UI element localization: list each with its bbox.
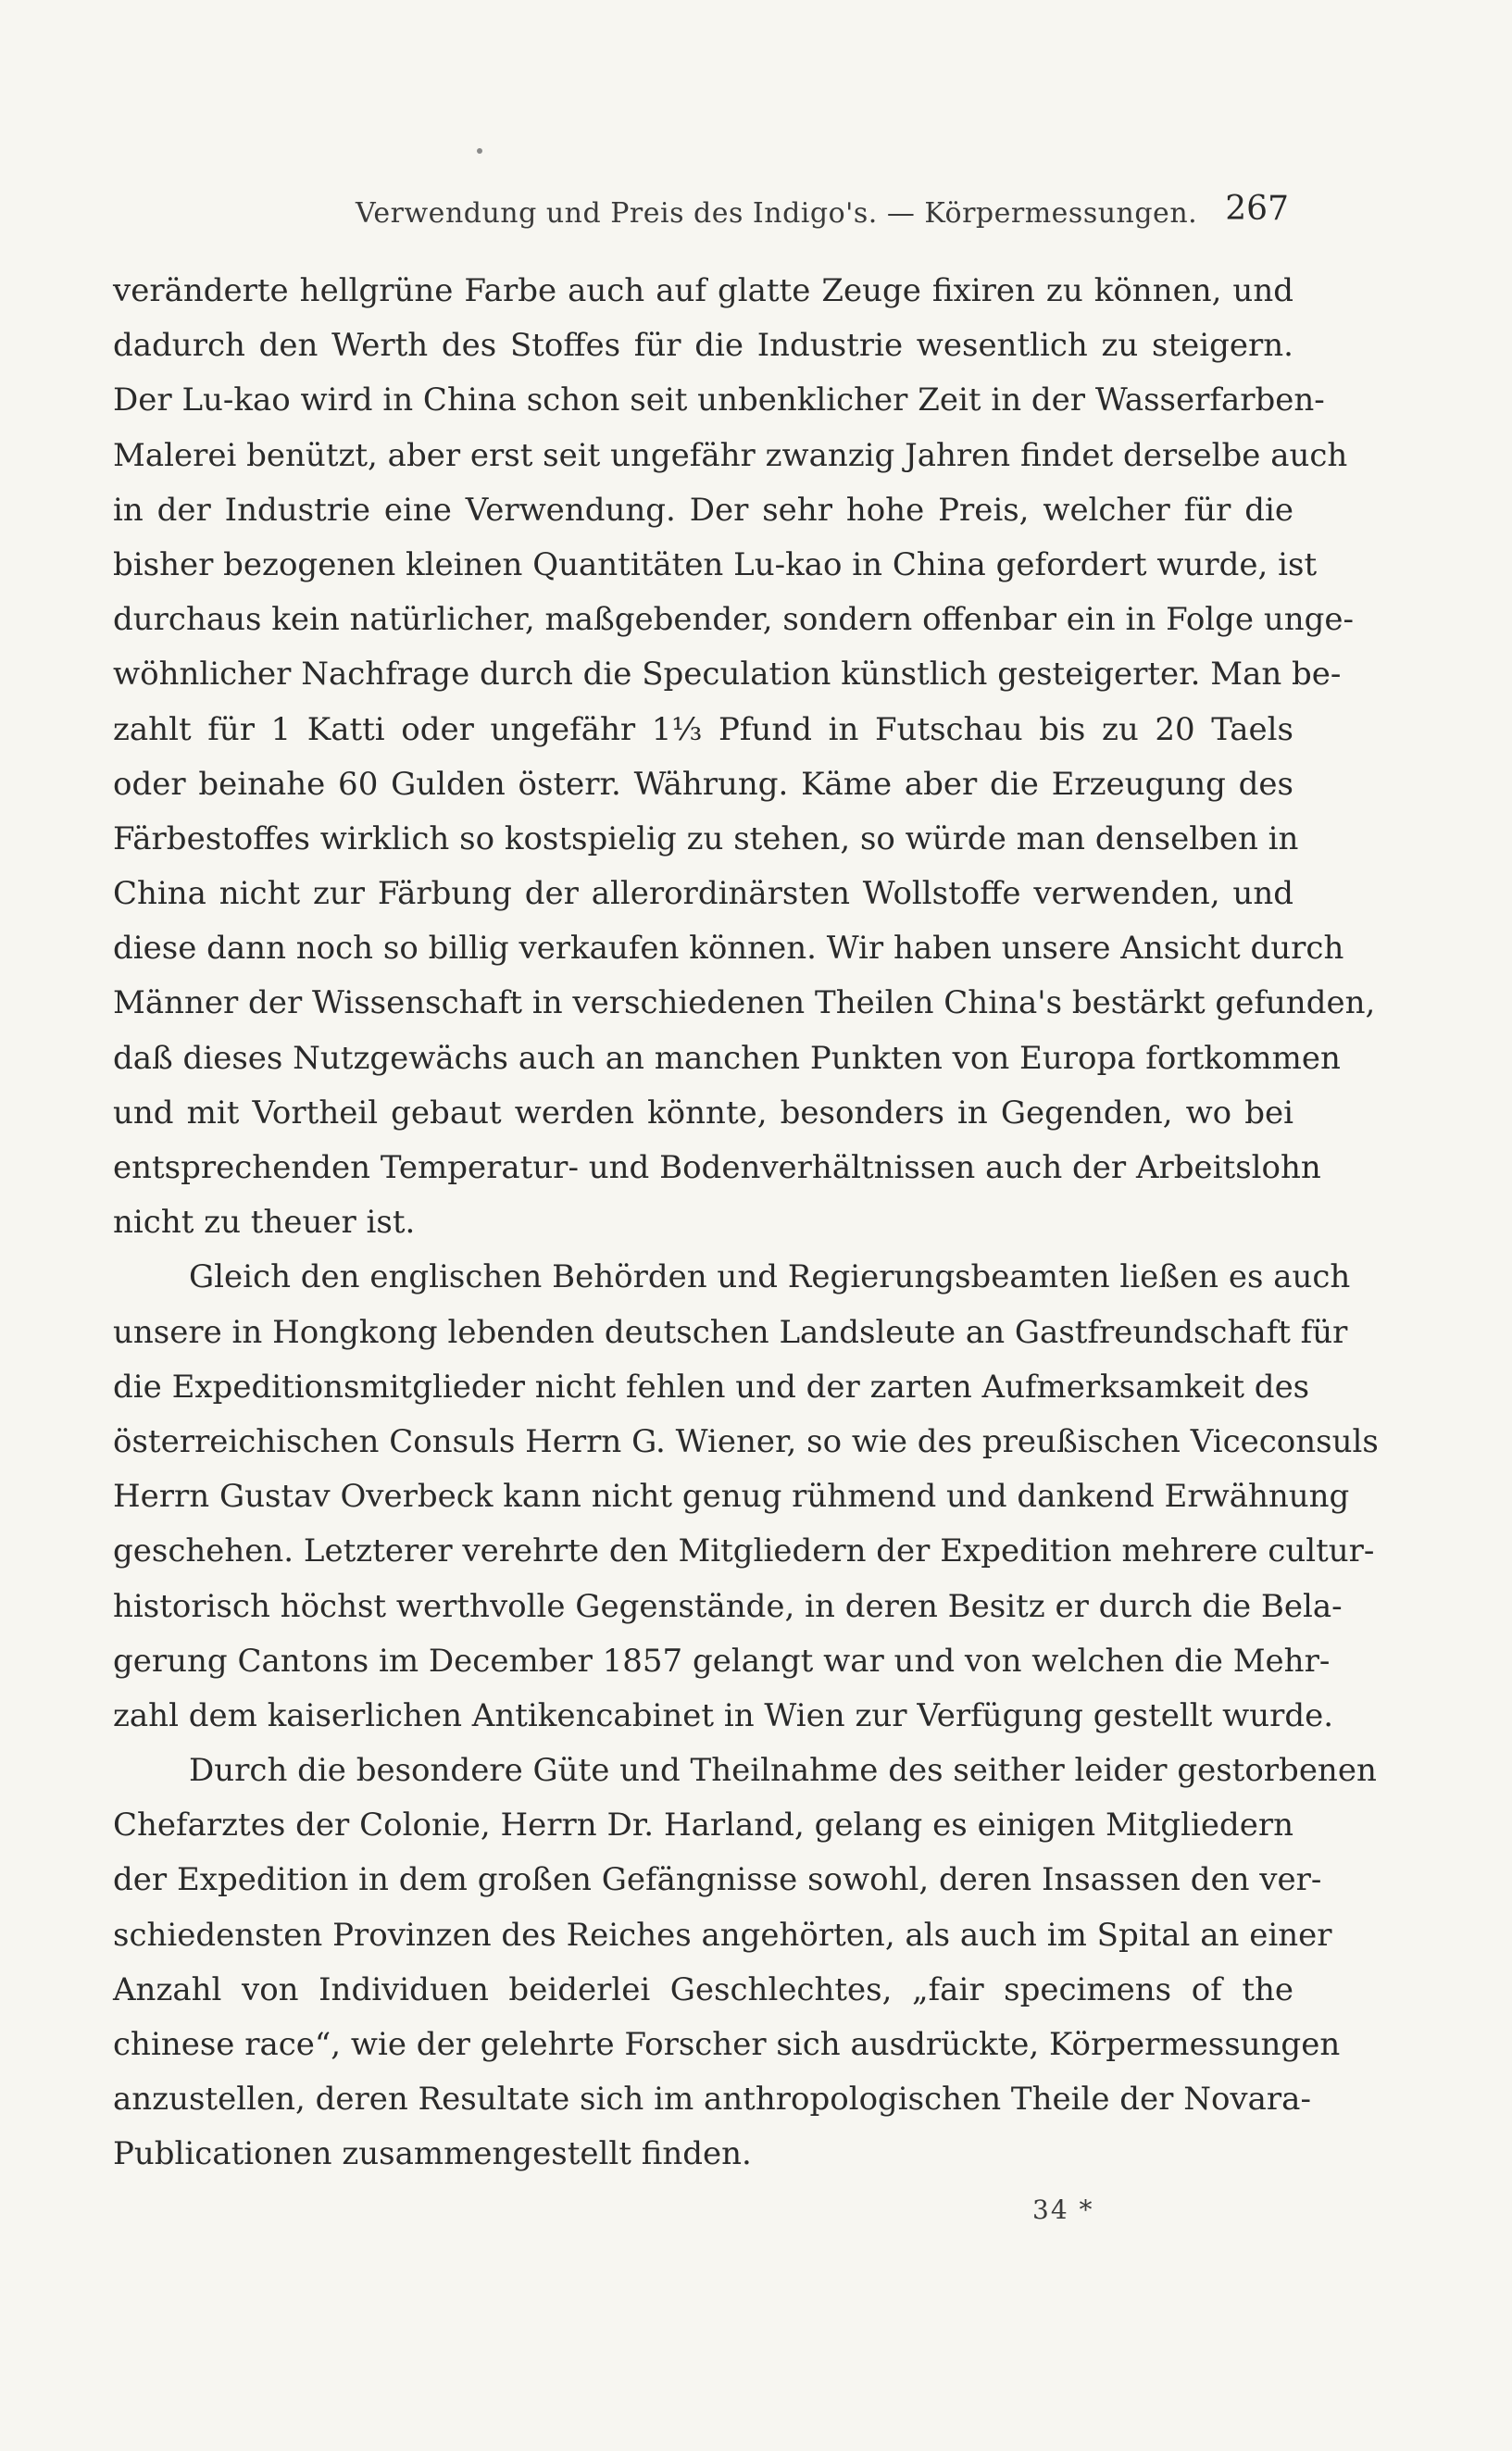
text-line: Anzahl von Individuen beiderlei Geschlechtes, „fair specimens of the bbox=[113, 1970, 1293, 2008]
text-line: der Expedition in dem großen Gefängnisse sowohl, deren Insassen den ver- bbox=[113, 1861, 1322, 1899]
text-line: Herrn Gustav Overbeck kann nicht genug rühmend und dankend Erwähnung bbox=[113, 1478, 1350, 1516]
text-line: in der Industrie eine Verwendung. Der sehr hohe Preis, welcher für die bbox=[113, 491, 1293, 529]
text-line: historisch höchst werthvolle Gegenstände, in deren Besitz er durch die Bela- bbox=[113, 1587, 1343, 1625]
text-line: österreichischen Consuls Herrn G. Wiener, so wie des preußischen Viceconsuls bbox=[113, 1422, 1379, 1460]
text-line: und mit Vortheil gebaut werden könnte, besonders in Gegenden, wo bei bbox=[113, 1094, 1293, 1132]
running-head bbox=[113, 190, 1289, 245]
text-line: anzustellen, deren Resultate sich im anthropologischen Theile der Novara- bbox=[113, 2081, 1311, 2119]
text-line: wöhnlicher Nachfrage durch die Speculation künstlich gesteigerter. Man be- bbox=[113, 656, 1342, 694]
text-line: Männer der Wissenschaft in verschiedenen Theilen China's bestärkt gefunden, bbox=[113, 984, 1376, 1022]
text-line: Chefarztes der Colonie, Herrn Dr. Harland, gelang es einigen Mitgliedern bbox=[113, 1807, 1293, 1845]
text-line: gerung Cantons im December 1857 gelangt war und von welchen die Mehr- bbox=[113, 1642, 1331, 1680]
body-text bbox=[113, 264, 1379, 2182]
text-line: nicht zu theuer ist. bbox=[113, 1204, 416, 1242]
page-number: 267 bbox=[1225, 190, 1289, 228]
text-line: chinese race“, wie der gelehrte Forscher sich ausdrückte, Körpermessungen bbox=[113, 2026, 1341, 2063]
text-line: die Expeditionsmitglieder nicht fehlen und der zarten Aufmerksamkeit des bbox=[113, 1368, 1310, 1406]
text-line: diese dann noch so billig verkaufen können. Wir haben unsere Ansicht durch bbox=[113, 930, 1344, 968]
signature-mark: 34 * bbox=[1032, 2195, 1094, 2225]
text-line: Gleich den englischen Behörden und Regierungsbeamten ließen es auch bbox=[189, 1258, 1351, 1296]
text-line: veränderte hellgrüne Farbe auch auf glatte Zeuge fixiren zu können, und bbox=[113, 272, 1293, 309]
text-line: zahlt für 1 Katti oder ungefähr 1⅓ Pfund in Futschau bis zu 20 Taels bbox=[113, 710, 1293, 748]
text-line: durchaus kein natürlicher, maßgebender, sondern offenbar ein in Folge unge- bbox=[113, 601, 1355, 639]
text-line: Durch die besondere Güte und Theilnahme des seither leider gestorbenen bbox=[189, 1752, 1377, 1790]
ink-dot-mark bbox=[477, 148, 482, 154]
text-line: Färbestoffes wirklich so kostspielig zu stehen, so würde man denselben in bbox=[113, 819, 1299, 857]
text-line: bisher bezogenen kleinen Quantitäten Lu-kao in China gefordert wurde, ist bbox=[113, 545, 1318, 583]
text-line: oder beinahe 60 Gulden österr. Währung. Käme aber die Erzeugung des bbox=[113, 765, 1293, 803]
running-title: Verwendung und Preis des Indigo's. — Körpermessungen. bbox=[356, 197, 1198, 230]
text-line: Publicationen zusammengestellt finden. bbox=[113, 2135, 752, 2173]
text-line: Malerei benützt, aber erst seit ungefähr zwanzig Jahren findet derselbe auch bbox=[113, 436, 1348, 474]
text-line: entsprechenden Temperatur- und Bodenverhältnissen auch der Arbeitslohn bbox=[113, 1149, 1321, 1186]
text-line: schiedensten Provinzen des Reiches angehörten, als auch im Spital an einer bbox=[113, 1916, 1332, 1954]
text-line: geschehen. Letzterer verehrte den Mitgliedern der Expedition mehrere cultur- bbox=[113, 1532, 1375, 1570]
text-line: daß dieses Nutzgewächs auch an manchen Punkten von Europa fortkommen bbox=[113, 1039, 1341, 1077]
text-line: China nicht zur Färbung der allerordinärsten Wollstoffe verwenden, und bbox=[113, 875, 1293, 913]
text-line: Der Lu-kao wird in China schon seit unbenklicher Zeit in der Wasserfarben- bbox=[113, 381, 1325, 419]
text-line: unsere in Hongkong lebenden deutschen Landsleute an Gastfreundschaft für bbox=[113, 1313, 1348, 1351]
text-line: dadurch den Werth des Stoffes für die Industrie wesentlich zu steigern. bbox=[113, 327, 1293, 365]
paragraph-1 bbox=[113, 264, 1376, 1250]
paragraph-2 bbox=[113, 1250, 1379, 1744]
text-line: zahl dem kaiserlichen Antikencabinet in Wien zur Verfügung gestellt wurde. bbox=[113, 1696, 1334, 1734]
paragraph-3 bbox=[113, 1744, 1377, 2182]
